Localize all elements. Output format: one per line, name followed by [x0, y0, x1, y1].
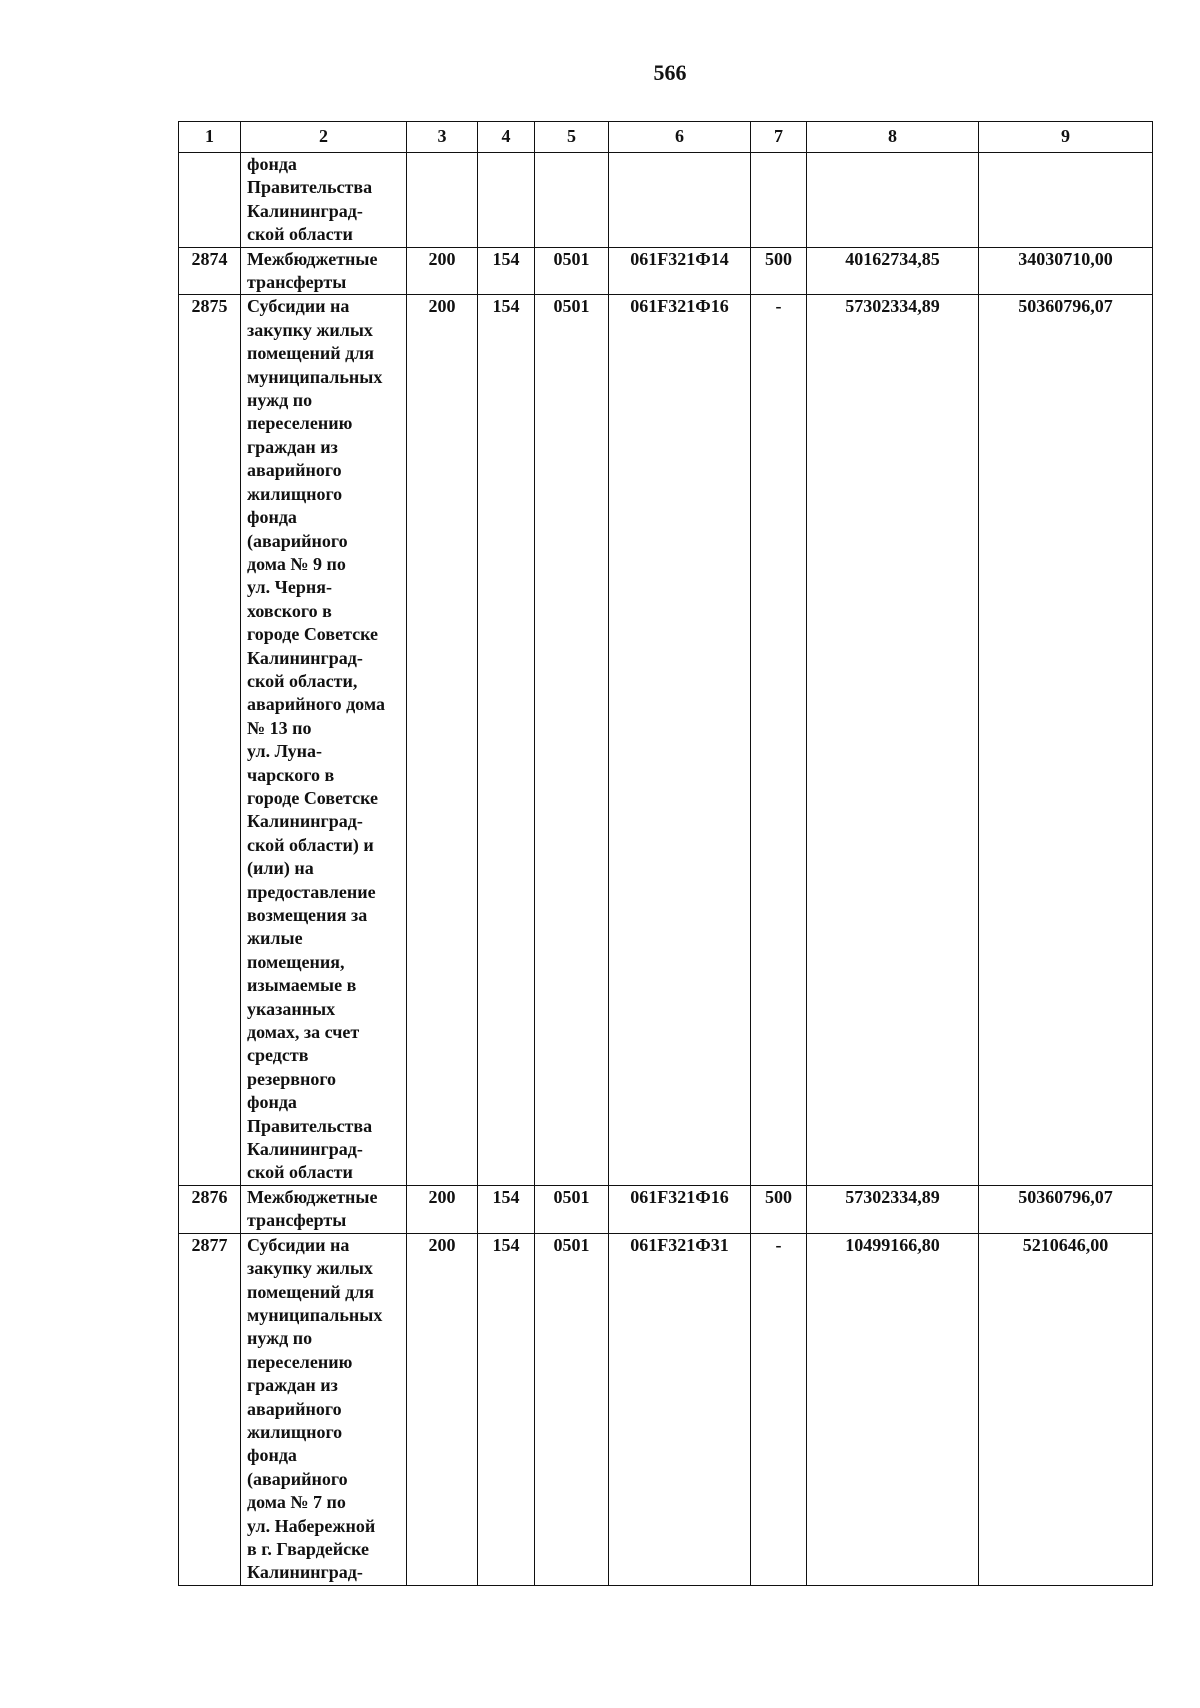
- code-ministry: 154: [478, 295, 535, 1185]
- row-number: [179, 153, 241, 248]
- column-header-7: 7: [751, 122, 807, 153]
- code-section: 0501: [535, 1233, 609, 1585]
- column-header-9: 9: [979, 122, 1153, 153]
- row-description: Субсидии на закупку жилых помещений для муниципальных нужд по переселению граждан из аварийного жилищного фонда (аварийного дома № 7 по ул. Набережной в г. Гвардейске Калининград-: [241, 1233, 407, 1585]
- code-ministry: 154: [478, 1233, 535, 1585]
- row-number: 2874: [179, 247, 241, 295]
- code-admin: 200: [407, 247, 478, 295]
- code-expense-type: 500: [751, 247, 807, 295]
- amount-col9: 5210646,00: [979, 1233, 1153, 1585]
- code-admin: 200: [407, 1233, 478, 1585]
- column-header-6: 6: [609, 122, 751, 153]
- code-expense-type: [751, 153, 807, 248]
- code-target: [609, 153, 751, 248]
- row-number: 2875: [179, 295, 241, 1185]
- table-row: [179, 1233, 1153, 1585]
- amount-col9: 34030710,00: [979, 247, 1153, 295]
- column-header-5: 5: [535, 122, 609, 153]
- code-section: 0501: [535, 295, 609, 1185]
- row-number: 2877: [179, 1233, 241, 1585]
- code-admin: 200: [407, 1185, 478, 1233]
- code-admin: 200: [407, 295, 478, 1185]
- code-expense-type: -: [751, 1233, 807, 1585]
- amount-col8: 10499166,80: [807, 1233, 979, 1585]
- row-description: Субсидии на закупку жилых помещений для муниципальных нужд по переселению граждан из аварийного жилищного фонда (аварийного дома № 9 по ул. Черня- ховского в городе Советске Калининград- ской области, аварийного дома № 13 по ул. Луна- чарского в городе Советске Калининград- ской области) и (или) на предоставление возмещения за жилые помещения, изымаемые в указанных домах, за счет средств резервного фонда Правительства Калининград- ской области: [241, 295, 407, 1185]
- row-description: Межбюджетные трансферты: [241, 247, 407, 295]
- table-row: [179, 153, 1153, 248]
- code-target: 061F321Ф16: [609, 295, 751, 1185]
- row-number: 2876: [179, 1185, 241, 1233]
- code-section: [535, 153, 609, 248]
- code-expense-type: -: [751, 295, 807, 1185]
- page-number: 566: [653, 60, 687, 85]
- code-section: 0501: [535, 1185, 609, 1233]
- code-target: 061F321Ф31: [609, 1233, 751, 1585]
- row-description: фонда Правительства Калининград- ской области: [241, 153, 407, 248]
- column-header-1: 1: [179, 122, 241, 153]
- column-header-4: 4: [478, 122, 535, 153]
- amount-col9: 50360796,07: [979, 1185, 1153, 1233]
- code-section: 0501: [535, 247, 609, 295]
- amount-col9: [979, 153, 1153, 248]
- table-row: [179, 295, 1153, 1185]
- amount-col8: 57302334,89: [807, 295, 979, 1185]
- budget-table: [178, 121, 1153, 1586]
- column-header-3: 3: [407, 122, 478, 153]
- row-description: Межбюджетные трансферты: [241, 1185, 407, 1233]
- code-ministry: [478, 153, 535, 248]
- code-admin: [407, 153, 478, 248]
- amount-col9: 50360796,07: [979, 295, 1153, 1185]
- code-target: 061F321Ф16: [609, 1185, 751, 1233]
- column-header-2: 2: [241, 122, 407, 153]
- amount-col8: [807, 153, 979, 248]
- table-header-row: [179, 122, 1153, 153]
- column-header-8: 8: [807, 122, 979, 153]
- code-ministry: 154: [478, 1185, 535, 1233]
- amount-col8: 40162734,85: [807, 247, 979, 295]
- code-ministry: 154: [478, 247, 535, 295]
- table-row: [179, 247, 1153, 295]
- code-target: 061F321Ф14: [609, 247, 751, 295]
- table-row: [179, 1185, 1153, 1233]
- code-expense-type: 500: [751, 1185, 807, 1233]
- amount-col8: 57302334,89: [807, 1185, 979, 1233]
